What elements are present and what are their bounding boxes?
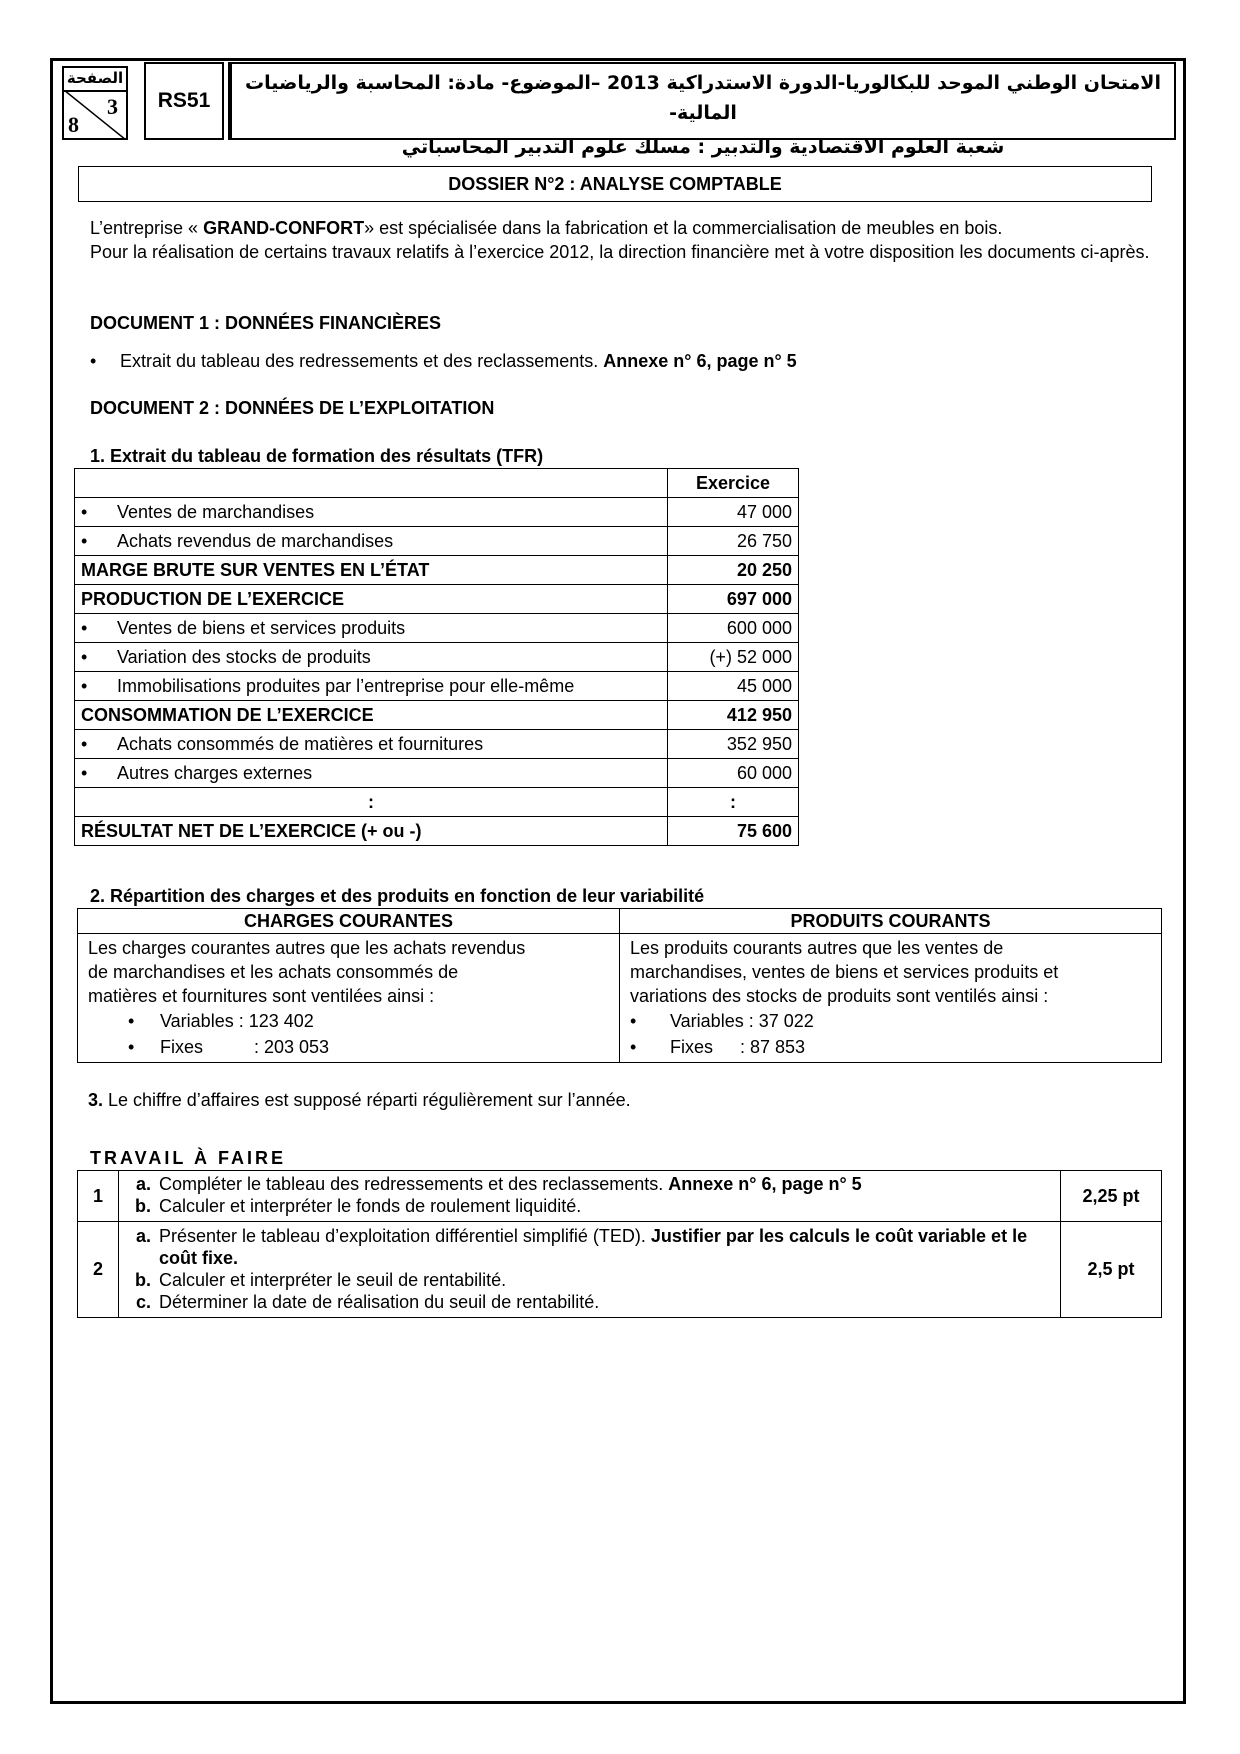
charges-line2: de marchandises et les achats consommés de <box>88 962 459 982</box>
q1a-text: Compléter le tableau des redressements et des reclassements. <box>159 1174 669 1194</box>
bullet-icon: • <box>81 675 88 696</box>
q2a-bold: Justifier par les calculs le coût variable et le coût fixe. <box>159 1225 1028 1268</box>
tfr-header-exercice: Exercice <box>668 469 799 498</box>
tfr-value: 697 000 <box>668 585 799 614</box>
tfr-title: 1. Extrait du tableau de formation des résultats (TFR) <box>90 446 544 466</box>
tfr-label-cell <box>75 730 668 759</box>
produits-variables-text: Variables : 37 022 <box>670 1011 814 1031</box>
tfr-row <box>75 643 799 672</box>
bullet-icon: • <box>128 1037 135 1057</box>
tfr-row <box>75 759 799 788</box>
charges-cell <box>78 934 620 1063</box>
section3 <box>88 1088 631 1112</box>
q2-number: 2 <box>78 1222 119 1318</box>
bullet-icon: • <box>81 530 88 551</box>
produits-variables <box>630 1008 1151 1034</box>
q1a-ref: Annexe n° 6, page n° 5 <box>668 1174 862 1194</box>
travail-heading: TRAVAIL À FAIRE <box>90 1148 287 1168</box>
tfr-label: Autres charges externes <box>117 762 313 783</box>
travail-table <box>77 1170 1162 1318</box>
tfr-value: 45 000 <box>668 672 799 701</box>
tfr-value: 60 000 <box>668 759 799 788</box>
q2a-key: a. <box>135 1225 151 1246</box>
tfr-table <box>74 468 799 846</box>
doc2-heading: DOCUMENT 2 : DONNÉES DE L’EXPLOITATION <box>90 398 495 418</box>
tfr-label-cell <box>75 527 668 556</box>
exam-header-arabic <box>228 62 1176 158</box>
tfr-value: 352 950 <box>668 730 799 759</box>
exam-header-line1: الامتحان الوطني الموحد للبكالوريا-الدورة الاستدراكية 2013 –الموضوع- مادة: المحاسبة والرياضيات المالية- <box>245 72 1161 124</box>
bullet-icon: • <box>630 1037 637 1057</box>
tfr-row <box>75 788 799 817</box>
bullet-icon: • <box>630 1011 637 1031</box>
tfr-label: : <box>368 791 374 812</box>
tfr-header-blank <box>75 469 668 498</box>
tfr-label-cell <box>75 556 668 585</box>
page-frame <box>50 58 1186 1704</box>
bullet-icon: • <box>81 733 88 754</box>
q1a-key: a. <box>135 1174 151 1194</box>
q1-points: 2,25 pt <box>1061 1171 1162 1222</box>
charges-fixes-value: : 203 053 <box>254 1037 330 1057</box>
produits-line1: Les produits courants autres que les ventes de <box>630 938 1004 958</box>
bullet-icon: • <box>81 646 88 667</box>
tfr-row <box>75 672 799 701</box>
repartition-table <box>77 908 1162 1063</box>
intro-paragraph <box>90 216 1160 264</box>
q1b-text: Calculer et interpréter le fonds de roulement liquidité. <box>159 1196 582 1216</box>
page-current: 3 <box>107 94 118 119</box>
tfr-value: 26 750 <box>668 527 799 556</box>
tfr-row <box>75 556 799 585</box>
tfr-label: RÉSULTAT NET DE L’EXERCICE (+ ou -) <box>81 820 422 841</box>
tfr-label: Achats consommés de matières et fournitures <box>117 733 484 754</box>
intro-part-2: Pour la réalisation de certains travaux relatifs à l’exercice 2012, la direction financière met à votre disposition les documents ci-après. <box>90 242 1150 262</box>
tfr-label: MARGE BRUTE SUR VENTES EN L’ÉTAT <box>81 559 430 580</box>
doc1-bullet <box>90 351 797 372</box>
produits-fixes-label: Fixes <box>670 1037 714 1057</box>
page-total: 8 <box>68 112 79 137</box>
bullet-icon: • <box>128 1011 135 1031</box>
tfr-label: CONSOMMATION DE L’EXERCICE <box>81 704 374 725</box>
tfr-row <box>75 701 799 730</box>
tfr-value: (+) 52 000 <box>668 643 799 672</box>
doc1-bullet-ref: Annexe n° 6, page n° 5 <box>603 351 797 371</box>
tfr-value: 20 250 <box>668 556 799 585</box>
produits-header: PRODUITS COURANTS <box>620 909 1162 934</box>
tfr-label-cell <box>75 788 668 817</box>
section3-num: 3. <box>88 1090 104 1110</box>
exam-code: RS51 <box>144 62 224 140</box>
doc1-bullet-text: Extrait du tableau des redressements et des reclassements. <box>120 351 604 371</box>
q2c-text: Déterminer la date de réalisation du seuil de rentabilité. <box>159 1291 600 1312</box>
tfr-label-cell <box>75 672 668 701</box>
produits-line3: variations des stocks de produits sont ventilés ainsi : <box>630 986 1049 1006</box>
q1-number: 1 <box>78 1171 119 1222</box>
bullet-icon: • <box>81 762 88 783</box>
charges-variables <box>88 1008 609 1034</box>
tfr-label-cell <box>75 498 668 527</box>
intro-part-a: L’entreprise « <box>90 218 204 238</box>
q2a-text: Présenter le tableau d’exploitation différentiel simplifié (TED). <box>159 1225 651 1246</box>
tfr-row <box>75 730 799 759</box>
tfr-row <box>75 817 799 846</box>
tfr-value: 47 000 <box>668 498 799 527</box>
q2c-key: c. <box>135 1291 151 1312</box>
tfr-row <box>75 614 799 643</box>
charges-fixes <box>88 1034 609 1060</box>
produits-fixes <box>630 1034 1151 1060</box>
tfr-label-cell <box>75 817 668 846</box>
page-label: الصفحة <box>64 68 126 92</box>
tfr-value: 600 000 <box>668 614 799 643</box>
charges-fixes-label: Fixes <box>160 1037 204 1057</box>
tfr-label-cell <box>75 759 668 788</box>
charges-line1: Les charges courantes autres que les achats revendus <box>88 938 526 958</box>
q1b-key: b. <box>135 1196 151 1216</box>
tfr-label-cell <box>75 585 668 614</box>
q2b-text: Calculer et interpréter le seuil de rentabilité. <box>159 1269 507 1290</box>
tfr-label-cell <box>75 701 668 730</box>
tfr-label-cell <box>75 643 668 672</box>
q1-content <box>119 1171 1061 1222</box>
tfr-label: Ventes de biens et services produits <box>117 617 406 638</box>
bullet-icon: • <box>90 351 97 371</box>
tfr-label: Ventes de marchandises <box>117 501 315 522</box>
company-name: GRAND-CONFORT <box>203 218 365 238</box>
doc1-heading: DOCUMENT 1 : DONNÉES FINANCIÈRES <box>90 313 442 333</box>
produits-line2: marchandises, ventes de biens et services produits et <box>630 962 1059 982</box>
tfr-value: 75 600 <box>668 817 799 846</box>
tfr-label-cell <box>75 614 668 643</box>
tfr-value: : <box>668 788 799 817</box>
bullet-icon: • <box>81 617 88 638</box>
q2b-key: b. <box>135 1269 151 1290</box>
q2-content <box>119 1222 1061 1318</box>
produits-fixes-value: : 87 853 <box>740 1037 806 1057</box>
tfr-value: 412 950 <box>668 701 799 730</box>
page-number-box <box>62 66 128 140</box>
tfr-label: Achats revendus de marchandises <box>117 530 394 551</box>
intro-part-b: » est spécialisée dans la fabrication et la commercialisation de meubles en bois. <box>364 218 1003 238</box>
tfr-label: Variation des stocks de produits <box>117 646 371 667</box>
charges-header: CHARGES COURANTES <box>78 909 620 934</box>
produits-cell <box>620 934 1162 1063</box>
section3-text: Le chiffre d’affaires est supposé réparti régulièrement sur l’année. <box>103 1090 631 1110</box>
charges-variables-text: Variables : 123 402 <box>160 1011 314 1031</box>
tfr-row <box>75 498 799 527</box>
tfr-label: Immobilisations produites par l’entreprise pour elle-même <box>117 675 575 696</box>
tfr-row <box>75 585 799 614</box>
tfr-label: PRODUCTION DE L’EXERCICE <box>81 588 345 609</box>
dossier-title: DOSSIER N°2 : ANALYSE COMPTABLE <box>78 166 1152 202</box>
exam-header-line2: شعبة العلوم الاقتصادية والتدبير : مسلك علوم التدبير المحاسباتي <box>401 136 1005 158</box>
charges-line3: matières et fournitures sont ventilées ainsi : <box>88 986 435 1006</box>
bullet-icon: • <box>81 501 88 522</box>
tfr-row <box>75 527 799 556</box>
repartition-title: 2. Répartition des charges et des produits en fonction de leur variabilité <box>90 886 705 906</box>
q2-points: 2,5 pt <box>1061 1222 1162 1318</box>
